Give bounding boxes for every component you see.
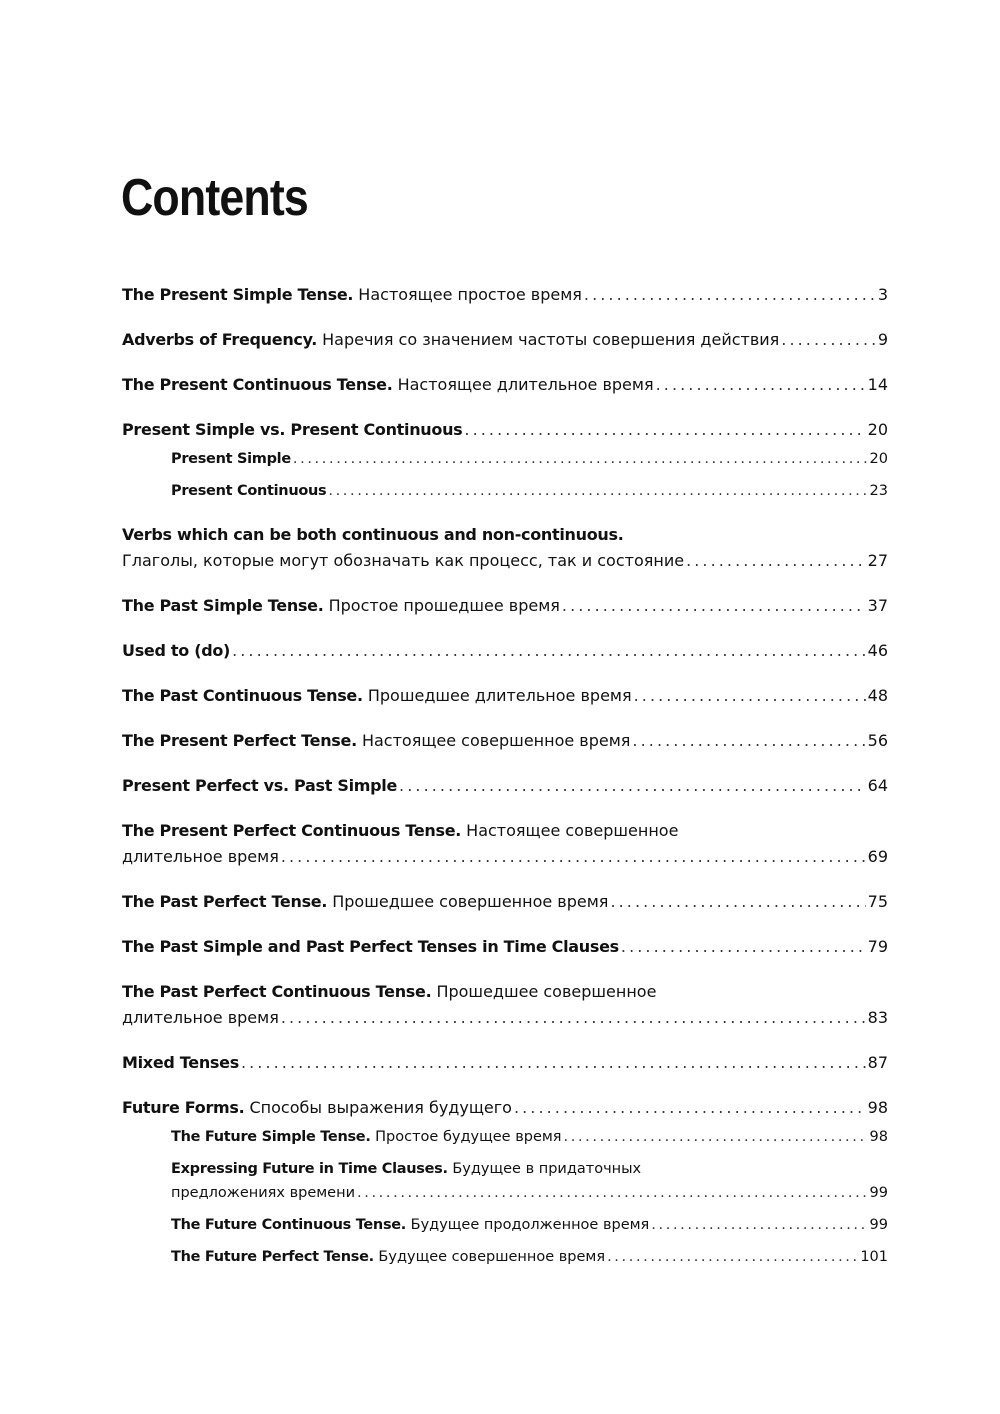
leader-dots bbox=[241, 1050, 866, 1076]
leader-dots bbox=[564, 1125, 868, 1149]
toc-subentry-present-continuous[interactable] bbox=[122, 479, 888, 503]
entry-title: Present Simple bbox=[171, 451, 291, 467]
leader-dots bbox=[651, 1213, 867, 1237]
entry-title: Present Perfect vs. Past Simple bbox=[122, 776, 398, 795]
toc-entry-time-clauses[interactable] bbox=[122, 934, 888, 960]
entry-title: The Future Perfect Tense. bbox=[171, 1249, 374, 1265]
entry-subtitle: Настоящее совершенное время bbox=[356, 731, 631, 750]
entry-title: The Present Perfect Continuous Tense. bbox=[122, 821, 462, 840]
entry-title: Expressing Future in Time Clauses. bbox=[171, 1161, 448, 1177]
entry-title: Present Continuous bbox=[171, 483, 327, 499]
leader-dots bbox=[634, 683, 866, 709]
entry-title: The Future Continuous Tense. bbox=[171, 1217, 407, 1233]
entry-title: The Present Perfect Tense. bbox=[122, 731, 357, 750]
page-number: 20 bbox=[867, 420, 888, 439]
toc-entry-past-perfect-continuous[interactable] bbox=[122, 979, 888, 1031]
page-number: 75 bbox=[867, 892, 888, 911]
leader-dots bbox=[357, 1181, 868, 1205]
page-number: 69 bbox=[867, 847, 888, 866]
entry-subtitle-continued: длительное время bbox=[122, 1008, 279, 1027]
toc-entry-present-simple[interactable] bbox=[122, 282, 888, 308]
leader-dots bbox=[584, 282, 876, 308]
toc-entry-simple-vs-continuous[interactable] bbox=[122, 417, 888, 443]
page-number: 23 bbox=[869, 483, 888, 499]
entry-title: Verbs which can be both continuous and non-continuous. bbox=[122, 525, 624, 544]
toc-entry-present-perfect[interactable] bbox=[122, 728, 888, 754]
leader-dots bbox=[656, 372, 866, 398]
leader-dots bbox=[562, 593, 866, 619]
entry-subtitle: Способы выражения будущего bbox=[244, 1098, 512, 1117]
toc-entry-present-continuous[interactable] bbox=[122, 372, 888, 398]
page-number: 14 bbox=[867, 375, 888, 394]
page-number: 83 bbox=[867, 1008, 888, 1027]
toc-subentry-present-simple[interactable] bbox=[122, 447, 888, 471]
entry-title: Future Forms. bbox=[122, 1098, 245, 1117]
toc-entry-past-simple[interactable] bbox=[122, 593, 888, 619]
entry-subtitle: Настоящее совершенное bbox=[461, 821, 679, 840]
entry-title: The Past Simple Tense. bbox=[122, 596, 324, 615]
leader-dots bbox=[610, 889, 865, 915]
entry-subtitle: Простое прошедшее время bbox=[323, 596, 560, 615]
leader-dots bbox=[281, 1005, 866, 1031]
toc-list bbox=[122, 282, 888, 1269]
page-number: 87 bbox=[867, 1053, 888, 1072]
toc-entry-present-perfect-continuous[interactable] bbox=[122, 818, 888, 870]
entry-title: The Past Continuous Tense. bbox=[122, 686, 363, 705]
page-number: 98 bbox=[867, 1098, 888, 1117]
entry-title: Present Simple vs. Present Continuous bbox=[122, 420, 463, 439]
toc-entry-perfect-vs-past-simple[interactable] bbox=[122, 773, 888, 799]
entry-subtitle: Прошедшее совершенное bbox=[431, 982, 657, 1001]
entry-title: The Past Simple and Past Perfect Tenses in Time Clauses bbox=[122, 937, 619, 956]
entry-subtitle: Настоящее длительное время bbox=[392, 375, 654, 394]
page-number: 64 bbox=[867, 776, 888, 795]
entry-title: Adverbs of Frequency. bbox=[122, 330, 318, 349]
entry-subtitle-continued: предложениях времени bbox=[171, 1185, 356, 1201]
page-number: 79 bbox=[867, 937, 888, 956]
toc-entry-verbs-both[interactable] bbox=[122, 522, 888, 574]
page-number: 99 bbox=[869, 1185, 888, 1201]
leader-dots bbox=[514, 1095, 866, 1121]
entry-title: The Present Simple Tense. bbox=[122, 285, 354, 304]
leader-dots bbox=[281, 844, 866, 870]
leader-dots bbox=[328, 479, 867, 503]
leader-dots bbox=[464, 417, 865, 443]
entry-subtitle: Наречия со значением частоты совершения действия bbox=[317, 330, 780, 349]
page-number: 98 bbox=[869, 1129, 888, 1145]
entry-subtitle: Будущее в придаточных bbox=[447, 1161, 642, 1177]
toc-entry-past-continuous[interactable] bbox=[122, 683, 888, 709]
page-title: Contents bbox=[121, 169, 308, 227]
page-number: 27 bbox=[867, 551, 888, 570]
page-number: 20 bbox=[869, 451, 888, 467]
entry-subtitle: Будущее продолженное время bbox=[406, 1217, 650, 1233]
toc-entry-mixed-tenses[interactable] bbox=[122, 1050, 888, 1076]
entry-subtitle: Простое будущее время bbox=[370, 1129, 562, 1145]
entry-subtitle: Прошедшее длительное время bbox=[362, 686, 632, 705]
entry-title: Used to (do) bbox=[122, 641, 231, 660]
page-number: 56 bbox=[867, 731, 888, 750]
page-number: 48 bbox=[867, 686, 888, 705]
toc-entry-future-forms[interactable] bbox=[122, 1095, 888, 1121]
entry-subtitle: Настоящее простое время bbox=[353, 285, 582, 304]
leader-dots bbox=[632, 728, 865, 754]
toc-entry-used-to[interactable] bbox=[122, 638, 888, 664]
entry-title: Mixed Tenses bbox=[122, 1053, 239, 1072]
page-number: 101 bbox=[860, 1249, 888, 1265]
page-number: 3 bbox=[877, 285, 888, 304]
toc-subentry-future-simple[interactable] bbox=[122, 1125, 888, 1149]
toc-entry-adverbs-of-frequency[interactable] bbox=[122, 327, 888, 353]
leader-dots bbox=[607, 1245, 858, 1269]
leader-dots bbox=[686, 548, 866, 574]
entry-subtitle: Прошедшее совершенное время bbox=[327, 892, 609, 911]
entry-subtitle: Глаголы, которые могут обозначать как процесс, так и состояние bbox=[122, 551, 685, 570]
toc-subentry-future-time-clauses[interactable] bbox=[122, 1157, 888, 1205]
entry-title: The Past Perfect Tense. bbox=[122, 892, 328, 911]
leader-dots bbox=[399, 773, 866, 799]
entry-title: The Past Perfect Continuous Tense. bbox=[122, 982, 432, 1001]
entry-subtitle: Будущее совершенное время bbox=[373, 1249, 606, 1265]
leader-dots bbox=[781, 327, 876, 353]
toc-subentry-future-perfect[interactable] bbox=[122, 1245, 888, 1269]
toc-subentry-future-continuous[interactable] bbox=[122, 1213, 888, 1237]
entry-title: The Future Simple Tense. bbox=[171, 1129, 371, 1145]
leader-dots bbox=[232, 638, 866, 664]
leader-dots bbox=[621, 934, 866, 960]
page-number: 99 bbox=[869, 1217, 888, 1233]
leader-dots bbox=[293, 447, 868, 471]
toc-entry-past-perfect[interactable] bbox=[122, 889, 888, 915]
entry-title: The Present Continuous Tense. bbox=[122, 375, 393, 394]
page-number: 37 bbox=[867, 596, 888, 615]
page-number: 9 bbox=[877, 330, 888, 349]
entry-subtitle-continued: длительное время bbox=[122, 847, 279, 866]
page-number: 46 bbox=[867, 641, 888, 660]
